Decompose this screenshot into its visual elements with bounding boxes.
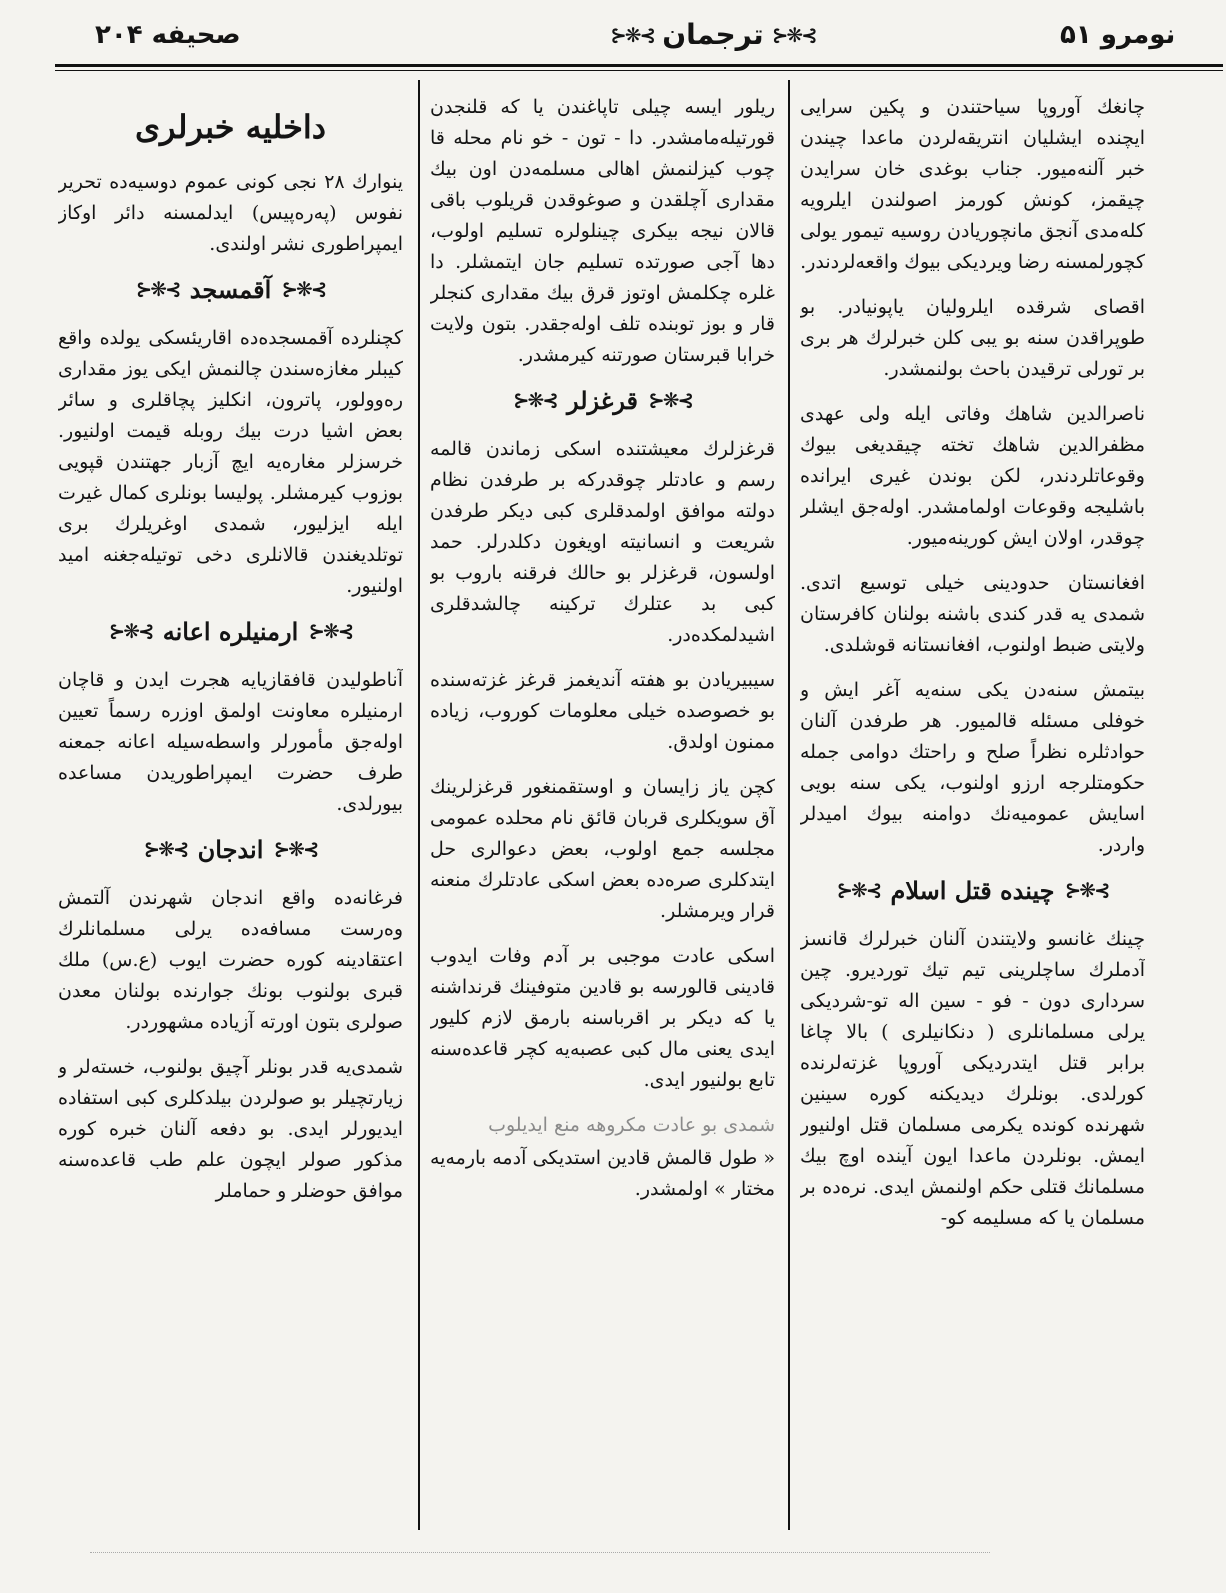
article-paragraph: « طول قالمش قادین استدیکی آدمه بارمه‌یه مختار » اولمشدر. bbox=[430, 1147, 775, 1200]
ornament-icon: ⊱❋⊰ bbox=[771, 22, 816, 47]
article-paragraph: ناصرالدین شاهك وفاتی ایله ولی عهدی مظفرالدین شاهك تخته چیقدیغی بیوك وقوعاتلردندر، لکن بوندن غیری ایرانده باشلیجه وقوعات اولمامشدر. اوله‌جق ایشلر چوقدر، اولان ایش کورینه‌میور. bbox=[800, 403, 1145, 549]
ornament-icon: ⊱❋⊰ bbox=[512, 388, 557, 412]
header-rule-thin bbox=[55, 70, 1223, 71]
article-paragraph: قرغزلرك معیشتنده اسکی زماندن قالمه رسم و عادتلر چوقدرکه بر طرفدن نظام دولته موافق اولمدقلری کبی دیکر طرفدن شریعت و انسانیته اویغون دکلدرلر. حمد اولسون، قرغزلر بو حالك فرقنه باروب بو کبی بد عتلرك ترکینه چالشدقلری اشیدلمکده‌در. bbox=[430, 438, 775, 646]
article-paragraph: کچنلرده آقمسجده‌ده اقاریئسکی یولده واقع کیبلر مغازه‌سندن چالنمش ایکی یوز مقداری رەوولور، پاترون، انکلیز پچاقلری و سائر بعض اشیا درت بیك روبله قیمت اولنیور. خرسزلر مغاره‌یه ایچ آزبار جهتندن قپویی بوزوب کیرمشلر. پولیسا بونلری کمال غیرت ایله ایزلیور، شمدی اوغریلرك بری توتلدیغندن قالانلری دخی توتیله‌جغنه امید اولنیور. bbox=[58, 327, 403, 597]
column-middle bbox=[430, 92, 775, 1532]
header-rule bbox=[55, 64, 1223, 67]
article-paragraph: بیتمش سنه‌دن یکی سنه‌یه آغر ایش و خوفلی مسئله قالمیور. هر طرفدن آلنان حوادثلره نظراً صلح و راحتك دوامی جمله حکومتلرجه ارزو اولنوب، یکی سنه بویی اسایش عمومیه‌نك دوامنه بیوك امیدلر واردر. bbox=[800, 679, 1145, 856]
column-divider bbox=[788, 80, 790, 1530]
article-paragraph: اسکی عادت موجبی بر آدم وفات ایدوب قادینی قالورسه بو قادین متوفینك قرنداشنه یا که دیکر بر اقرباسنه بارمق لازم کلیور ایدی یعنی مال کبی عصبه‌یه کچر قاعده‌سنه تابع بولنیور ایدی. bbox=[430, 945, 775, 1091]
article-paragraph: سیبیریادن بو هفته آندیغمز قرغز غزته‌سنده بو خصوصده خیلی معلومات کوروب، زیاده ممنون اولدق. bbox=[430, 669, 775, 753]
ornament-icon: ⊱❋⊰ bbox=[273, 837, 318, 861]
ornament-icon: ⊱❋⊰ bbox=[836, 878, 881, 902]
page-header bbox=[55, 14, 1226, 66]
section-title: ⊱❋⊰ قرغزلر ⊱❋⊰ bbox=[512, 386, 693, 415]
ornament-icon: ⊱❋⊰ bbox=[610, 22, 655, 47]
newspaper-name: ترجمان bbox=[662, 18, 764, 51]
ornament-icon: ⊱❋⊰ bbox=[143, 837, 188, 861]
article-paragraph: چینك غانسو ولایتندن آلنان خبرلرك قانسز آدملرك ساچلرینی تیم تیك توردیرو. چین سرداری دون - فو - سین اله تو-شردیکی یرلی مسلمانلری ( دنکانیلری ) بالا چاغا برابر قتل ایتدردیکی آوروپا غزته‌لرنده کورلدی. بونلرك دیدیکنه کوره سینین شهرنده کونده یکرمی مسلمان قتل اولنیور ایمش. بونلردن ماعدا ایون آینده اوچ بیك مسلمانك قتلی حکم اولنمش ایدی. نرەده بر مسلمان یا که مسلیمه کو- bbox=[800, 928, 1145, 1229]
article-paragraph: ینوارك ۲۸ نجی کونی عموم دوسیه‌ده تحریر نفوس (پەرەپیس) ایدلمسنه دائر اوکاز ایمپراطوری نشر اولندی. bbox=[58, 171, 403, 255]
column-divider bbox=[418, 80, 420, 1530]
article-paragraph: ریلور ایسه چیلی تاپاغندن یا که قلنجدن قورتیله‌مامشدر. دا - تون - خو نام محله قا چوب کیزلنمش اهالی مسلمه‌دن اون بیك مقداری آچلقدن و صوغوقدن قریلوب باقی قالان نیجه بیکری چینلولره تسلیم اولوب، دها آجی صورتده تسلیم جان ایتمشلر. دا غلره چکلمش اوتوز قرق بیك مقداری کنجلر قار و بوز توبنده تلف اوله‌جقدر. بتون ولایت خرابا قبرستان صورتنه کیرمشدر. bbox=[430, 96, 775, 366]
section-title: ⊱❋⊰ چینده قتل اسلام ⊱❋⊰ bbox=[836, 876, 1109, 905]
issue-number: نومرو ۵۱ bbox=[1060, 20, 1176, 50]
ornament-icon: ⊱❋⊰ bbox=[1064, 878, 1109, 902]
article-paragraph: کچن یاز زایسان و اوستقمنغور قرغزلرینك آق سویکلری قربان قائق نام محلده عمومی مجلسه جمع اولوب، بعض دعوالری حل ایتدکلری صره‌ده بعض اسکی عادتلرك منعنه قرار ویرمشلر. bbox=[430, 776, 775, 922]
page-bottom-bleed bbox=[90, 1552, 990, 1567]
article-paragraph: آناطولیدن قافقازیایه هجرت ایدن و قاچان ارمنیلره معاونت اولمق اوزره رسماً تعیین اوله‌جق مأمورلر واسطه‌سیله اعانه جمعنه طرف حضرت ایمپراطوریدن مساعده بیورلدی. bbox=[58, 669, 403, 815]
ornament-icon: ⊱❋⊰ bbox=[648, 388, 693, 412]
section-main-title: داخلیه خبرلری bbox=[134, 108, 326, 146]
section-title: ⊱❋⊰ آقمسجد ⊱❋⊰ bbox=[135, 275, 326, 304]
article-faint-line: شمدی بو عادت مکروهه منع ایدیلوب bbox=[488, 1114, 775, 1136]
page-number: صحیفه ۲۰۴ bbox=[95, 20, 241, 50]
section-title: ⊱❋⊰ ارمنیلره اعانه ⊱❋⊰ bbox=[108, 617, 353, 646]
column-right bbox=[800, 92, 1145, 1532]
article-paragraph: فرغانه‌ده واقع اندجان شهرندن آلتمش وەرست مسافه‌ده یرلی مسلمانلرك اعتقادینه کوره حضرت ایوب (ع.س) ملك قبری بولنوب بونك جوارنده بولنان معدن صولری بتون اورته آزیاده مشهوردر. bbox=[58, 887, 403, 1033]
ornament-icon: ⊱❋⊰ bbox=[281, 277, 326, 301]
ornament-icon: ⊱❋⊰ bbox=[308, 619, 353, 643]
article-paragraph: اقصای شرقده ایلرولیان یاپونیادر. بو طوپراقدن سنه بو یبی کلن خبرلرك هر بری بر تورلی ترقیدن باحث بولنمشدر. bbox=[800, 296, 1145, 380]
article-paragraph: چانغك آوروپا سیاحتندن و پکین سرایی ایچنده ایشلیان انتریقه‌لردن ماعدا چیندن خبر آلنه‌میور. جناب بوغدی خان سرایدن چیقمز، کونش کورمز اصولندن ایلرویه کله‌مدی آنجق مانچوریادن روسیه تیمور یولی کچورلمسنه رضا ویردیکی بیوك واقعه‌لردندر. bbox=[800, 96, 1145, 273]
ornament-icon: ⊱❋⊰ bbox=[135, 277, 180, 301]
article-paragraph: شمدی‌یه قدر بونلر آچیق بولنوب، خسته‌لر و زیارتچیلر بو صولردن بیلدکلری کبی استفاده ایدیورلر ایدی. بو دفعه آلنان خبره کوره مذکور صولر ایچون علم طب قاعده‌سنه موافق حوضلر و حماملر bbox=[58, 1056, 403, 1202]
article-paragraph: افغانستان حدودینی خیلی توسیع اتدی. شمدی یه قدر کندی باشنه بولنان کافرستان ولایتی ضبط اولنوب، افغانستانه قوشلدی. bbox=[800, 572, 1145, 656]
column-left bbox=[58, 92, 403, 1532]
section-title: ⊱❋⊰ اندجان ⊱❋⊰ bbox=[143, 835, 318, 864]
masthead bbox=[610, 18, 816, 51]
ornament-icon: ⊱❋⊰ bbox=[108, 619, 153, 643]
